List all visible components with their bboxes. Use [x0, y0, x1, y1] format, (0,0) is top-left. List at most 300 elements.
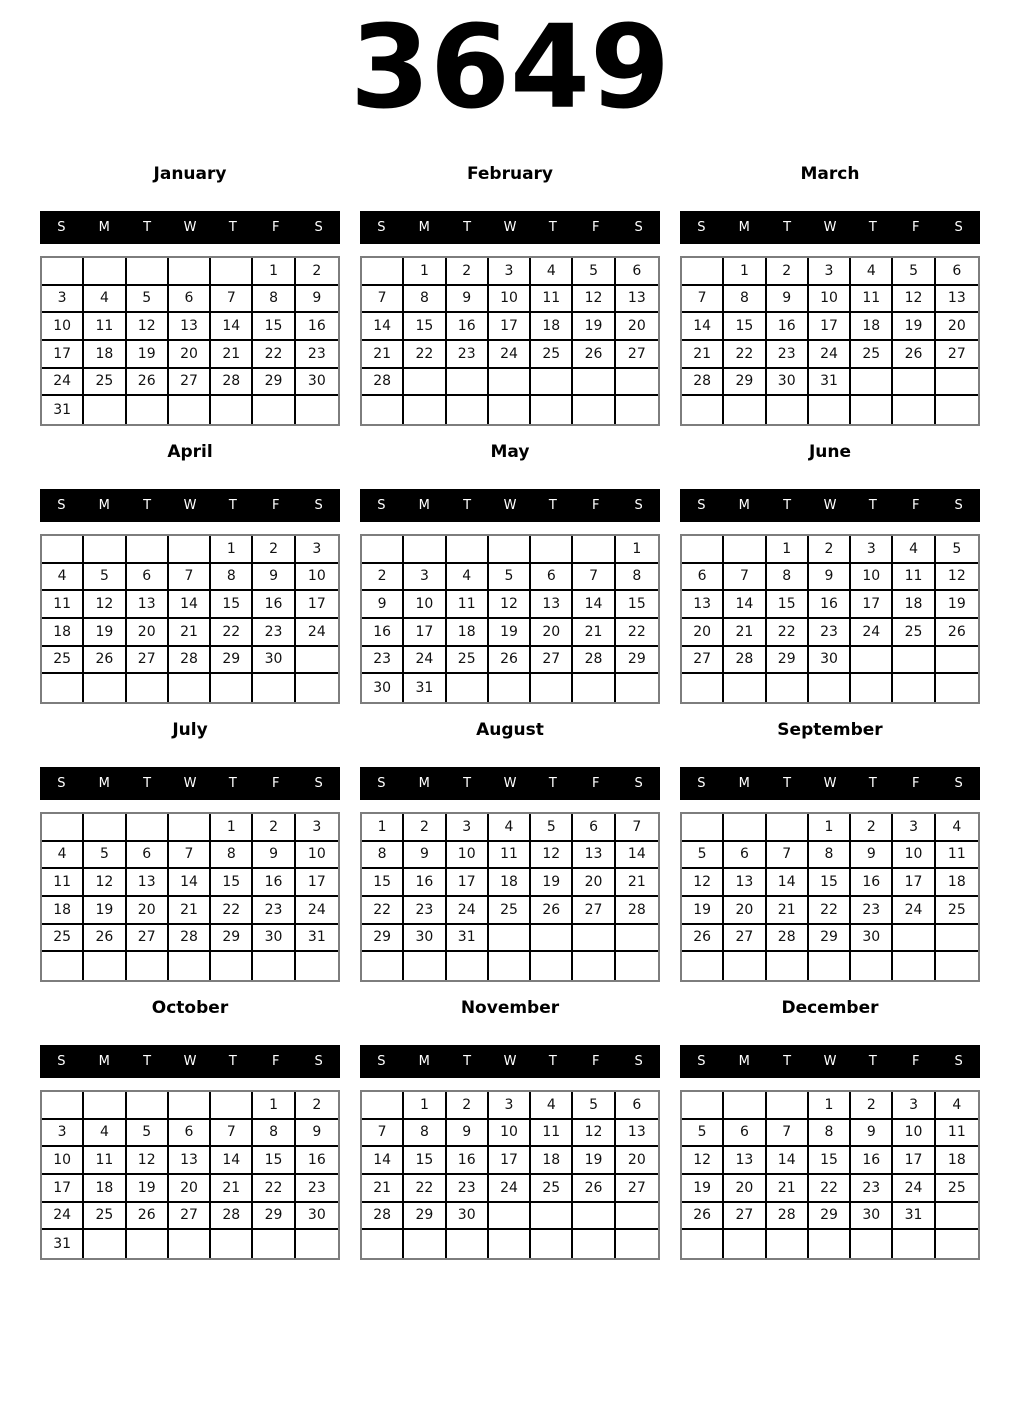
day-cell: 21: [682, 341, 724, 369]
weekday-header-bar: [680, 211, 980, 244]
day-cell: 22: [724, 341, 766, 369]
day-cell: 13: [573, 842, 615, 870]
day-cell: 6: [169, 1120, 211, 1148]
day-cell: 20: [936, 313, 978, 341]
day-cell: [169, 1230, 211, 1258]
day-cell: [767, 952, 809, 980]
day-cell: [84, 1230, 126, 1258]
weekday-letter: S: [634, 497, 643, 513]
day-cell: [809, 952, 851, 980]
day-cell: 23: [253, 897, 295, 925]
day-cell: 26: [573, 1175, 615, 1203]
day-cell: 21: [573, 619, 615, 647]
day-cell: 12: [573, 286, 615, 314]
day-cell: 20: [616, 1147, 658, 1175]
day-cell: 30: [767, 369, 809, 397]
day-cell: [127, 952, 169, 980]
day-cell: 12: [531, 842, 573, 870]
day-cell: 8: [211, 842, 253, 870]
weekday-letter: F: [271, 1053, 280, 1069]
day-cell: [893, 952, 935, 980]
day-cell: 24: [809, 341, 851, 369]
day-cell: 5: [573, 258, 615, 286]
day-cell: [127, 674, 169, 702]
day-cell: 6: [127, 842, 169, 870]
day-cell: [616, 674, 658, 702]
day-cell: 15: [404, 313, 446, 341]
day-cell: 5: [682, 1120, 724, 1148]
day-cell: 7: [767, 842, 809, 870]
day-cell: [767, 1230, 809, 1258]
weekday-letter: W: [503, 775, 517, 791]
day-cell: [809, 1230, 851, 1258]
day-cell: 9: [404, 842, 446, 870]
weekday-letter: S: [954, 219, 963, 235]
day-cell: 3: [809, 258, 851, 286]
day-cell: [531, 674, 573, 702]
day-cell: 28: [616, 897, 658, 925]
day-cell: [84, 1092, 126, 1120]
day-cell: [893, 396, 935, 424]
day-cell: 20: [616, 313, 658, 341]
day-cell: 15: [616, 591, 658, 619]
day-cell: 14: [573, 591, 615, 619]
day-cell: 23: [296, 1175, 338, 1203]
day-cell: 31: [42, 396, 84, 424]
day-cell: 25: [489, 897, 531, 925]
day-cell: 28: [573, 647, 615, 675]
day-cell: [211, 674, 253, 702]
day-cell: [211, 952, 253, 980]
weekday-letter: S: [954, 497, 963, 513]
day-cell: [851, 674, 893, 702]
day-cell: 5: [127, 286, 169, 314]
weekday-letter: S: [697, 219, 706, 235]
day-cell: [42, 258, 84, 286]
day-cell: [84, 396, 126, 424]
day-cell: 15: [211, 591, 253, 619]
day-cell: 22: [211, 619, 253, 647]
day-cell: 12: [893, 286, 935, 314]
day-cell: 22: [404, 1175, 446, 1203]
weekday-letter: M: [738, 497, 750, 513]
day-cell: [42, 952, 84, 980]
day-cell: 10: [296, 564, 338, 592]
day-cell: 2: [253, 814, 295, 842]
day-cell: 24: [489, 1175, 531, 1203]
day-cell: 12: [489, 591, 531, 619]
day-cell: 30: [253, 647, 295, 675]
day-cell: [447, 369, 489, 397]
day-cell: [767, 814, 809, 842]
day-cell: [573, 674, 615, 702]
day-cell: 10: [809, 286, 851, 314]
day-cell: 4: [84, 1120, 126, 1148]
day-cell: [531, 925, 573, 953]
weekday-letter: T: [548, 775, 557, 791]
weekday-header-bar: [40, 767, 340, 800]
day-cell: 25: [851, 341, 893, 369]
month-block: [40, 720, 340, 982]
day-cell: 11: [936, 1120, 978, 1148]
day-cell: 16: [296, 313, 338, 341]
day-cell: 12: [127, 313, 169, 341]
day-cell: 29: [767, 647, 809, 675]
day-cell: 19: [936, 591, 978, 619]
day-cell: 23: [767, 341, 809, 369]
day-cell: 19: [127, 341, 169, 369]
day-cell: 30: [447, 1203, 489, 1231]
day-cell: 23: [851, 897, 893, 925]
month-block: [680, 998, 980, 1260]
weekday-letter: F: [911, 497, 920, 513]
weekday-letter: F: [911, 775, 920, 791]
day-cell: [253, 952, 295, 980]
day-cell: 24: [851, 619, 893, 647]
weekday-letter: M: [738, 219, 750, 235]
day-cell: 3: [42, 1120, 84, 1148]
weekday-letter: T: [783, 219, 792, 235]
day-cell: [169, 814, 211, 842]
day-cell: 18: [936, 1147, 978, 1175]
day-cell: 31: [296, 925, 338, 953]
month-block: [40, 164, 340, 426]
day-cell: [531, 1203, 573, 1231]
day-cell: 28: [362, 1203, 404, 1231]
day-cell: 20: [724, 1175, 766, 1203]
day-cell: 5: [682, 842, 724, 870]
weekday-header-bar: [360, 211, 660, 244]
weekday-letter: S: [377, 497, 386, 513]
day-cell: 14: [362, 313, 404, 341]
day-cell: 16: [851, 869, 893, 897]
month-title: June: [808, 441, 852, 462]
month-block: [40, 442, 340, 704]
day-cell: [169, 952, 211, 980]
day-cell: 3: [404, 564, 446, 592]
day-cell: [531, 952, 573, 980]
weekday-letter: S: [377, 1053, 386, 1069]
day-cell: 14: [211, 313, 253, 341]
day-cell: [531, 536, 573, 564]
day-cell: 1: [211, 536, 253, 564]
day-cell: 22: [253, 341, 295, 369]
weekday-letter: T: [228, 775, 237, 791]
day-cell: 3: [296, 536, 338, 564]
day-cell: 8: [253, 1120, 295, 1148]
day-cell: 1: [616, 536, 658, 564]
month-title: March: [800, 163, 860, 184]
day-cell: 8: [809, 842, 851, 870]
month-block: [680, 164, 980, 426]
day-cell: [573, 952, 615, 980]
month-title: February: [466, 163, 554, 184]
weekday-letter: W: [823, 219, 837, 235]
day-cell: 2: [851, 1092, 893, 1120]
day-cell: [531, 1230, 573, 1258]
day-cell: 3: [42, 286, 84, 314]
weekday-letter: T: [783, 775, 792, 791]
day-cell: 16: [447, 313, 489, 341]
day-cell: [84, 814, 126, 842]
weekday-header-bar: [40, 1045, 340, 1078]
weekday-letter: F: [911, 219, 920, 235]
weekday-header-bar: [680, 767, 980, 800]
day-cell: [724, 536, 766, 564]
day-cell: 1: [724, 258, 766, 286]
day-cell: 23: [447, 1175, 489, 1203]
weekday-header-bar: [360, 767, 660, 800]
day-grid: [680, 812, 980, 982]
weekday-letter: M: [418, 219, 430, 235]
day-cell: 25: [42, 647, 84, 675]
day-cell: 9: [809, 564, 851, 592]
weekday-letter: T: [548, 219, 557, 235]
day-cell: 25: [531, 1175, 573, 1203]
day-cell: 19: [573, 313, 615, 341]
day-cell: 29: [809, 1203, 851, 1231]
weekday-letter: W: [503, 497, 517, 513]
day-cell: 30: [296, 1203, 338, 1231]
day-cell: [362, 1092, 404, 1120]
day-cell: 26: [682, 1203, 724, 1231]
weekday-letter: T: [228, 1053, 237, 1069]
day-cell: 20: [169, 1175, 211, 1203]
day-cell: 20: [169, 341, 211, 369]
day-cell: 31: [42, 1230, 84, 1258]
weekday-header-bar: [40, 211, 340, 244]
weekday-letter: T: [463, 219, 472, 235]
day-cell: [893, 674, 935, 702]
weekday-letter: S: [314, 775, 323, 791]
day-cell: 21: [767, 897, 809, 925]
day-cell: 19: [682, 897, 724, 925]
day-cell: 7: [767, 1120, 809, 1148]
day-cell: 11: [447, 591, 489, 619]
day-cell: 27: [169, 369, 211, 397]
day-cell: 9: [447, 286, 489, 314]
day-cell: 21: [211, 1175, 253, 1203]
day-cell: [362, 396, 404, 424]
weekday-letter: M: [98, 1053, 110, 1069]
day-cell: 18: [531, 1147, 573, 1175]
day-cell: [211, 396, 253, 424]
day-cell: [296, 674, 338, 702]
day-cell: [127, 536, 169, 564]
weekday-letter: T: [868, 775, 877, 791]
day-cell: 2: [362, 564, 404, 592]
day-cell: 11: [42, 591, 84, 619]
weekday-letter: T: [143, 219, 152, 235]
day-cell: 9: [767, 286, 809, 314]
day-cell: [447, 1230, 489, 1258]
day-cell: 26: [489, 647, 531, 675]
day-cell: 6: [936, 258, 978, 286]
day-cell: [851, 1230, 893, 1258]
day-cell: 8: [809, 1120, 851, 1148]
day-cell: 4: [42, 842, 84, 870]
day-cell: 10: [893, 842, 935, 870]
day-cell: 26: [682, 925, 724, 953]
day-cell: [296, 396, 338, 424]
day-cell: 21: [169, 619, 211, 647]
day-cell: 22: [809, 897, 851, 925]
weekday-letter: F: [271, 497, 280, 513]
day-cell: 27: [724, 1203, 766, 1231]
day-grid: [680, 1090, 980, 1260]
day-cell: 19: [127, 1175, 169, 1203]
day-cell: 17: [893, 869, 935, 897]
day-cell: 7: [211, 1120, 253, 1148]
day-cell: 12: [936, 564, 978, 592]
day-cell: [936, 647, 978, 675]
day-cell: 24: [893, 1175, 935, 1203]
weekday-letter: W: [183, 775, 197, 791]
day-cell: [682, 396, 724, 424]
day-cell: 21: [616, 869, 658, 897]
weekday-letter: T: [228, 497, 237, 513]
day-cell: [404, 952, 446, 980]
day-cell: 30: [362, 674, 404, 702]
day-cell: 11: [936, 842, 978, 870]
weekday-letter: T: [783, 1053, 792, 1069]
day-cell: [489, 674, 531, 702]
day-cell: 27: [127, 925, 169, 953]
day-cell: [296, 1230, 338, 1258]
day-cell: [42, 1092, 84, 1120]
day-cell: 6: [531, 564, 573, 592]
day-cell: [724, 674, 766, 702]
day-cell: 18: [84, 1175, 126, 1203]
day-cell: [682, 1092, 724, 1120]
day-cell: 11: [42, 869, 84, 897]
day-cell: 21: [211, 341, 253, 369]
day-cell: 28: [211, 1203, 253, 1231]
weekday-letter: F: [591, 219, 600, 235]
day-cell: 14: [767, 869, 809, 897]
day-cell: 17: [296, 869, 338, 897]
weekday-letter: S: [57, 219, 66, 235]
day-cell: 1: [362, 814, 404, 842]
day-cell: 6: [573, 814, 615, 842]
day-cell: 19: [893, 313, 935, 341]
day-cell: 16: [851, 1147, 893, 1175]
day-cell: [489, 1203, 531, 1231]
day-cell: 4: [447, 564, 489, 592]
day-cell: [616, 925, 658, 953]
weekday-letter: F: [591, 1053, 600, 1069]
day-cell: [84, 536, 126, 564]
day-cell: 8: [767, 564, 809, 592]
day-cell: 10: [42, 313, 84, 341]
day-cell: 12: [682, 869, 724, 897]
day-cell: 5: [531, 814, 573, 842]
day-cell: 6: [616, 258, 658, 286]
day-cell: 18: [42, 897, 84, 925]
day-cell: 13: [169, 313, 211, 341]
day-cell: [253, 396, 295, 424]
day-cell: 29: [253, 369, 295, 397]
day-cell: [682, 536, 724, 564]
day-cell: 29: [362, 925, 404, 953]
day-cell: 18: [42, 619, 84, 647]
day-cell: 3: [447, 814, 489, 842]
day-cell: 8: [616, 564, 658, 592]
day-cell: 11: [851, 286, 893, 314]
day-cell: 19: [531, 869, 573, 897]
day-cell: 20: [127, 897, 169, 925]
day-cell: 27: [127, 647, 169, 675]
day-cell: 26: [127, 1203, 169, 1231]
day-cell: [296, 952, 338, 980]
day-cell: 11: [531, 1120, 573, 1148]
day-cell: 14: [767, 1147, 809, 1175]
day-cell: 2: [447, 1092, 489, 1120]
weekday-letter: W: [183, 497, 197, 513]
weekday-letter: M: [418, 775, 430, 791]
month-title: April: [167, 441, 213, 462]
day-cell: 11: [531, 286, 573, 314]
weekday-header-bar: [680, 1045, 980, 1078]
weekday-letter: W: [823, 775, 837, 791]
day-cell: [573, 536, 615, 564]
day-cell: 13: [616, 1120, 658, 1148]
day-cell: 31: [404, 674, 446, 702]
weekday-letter: M: [418, 497, 430, 513]
day-cell: [616, 1230, 658, 1258]
day-cell: [127, 1230, 169, 1258]
day-grid: [360, 256, 660, 426]
day-cell: 24: [296, 897, 338, 925]
day-cell: 22: [809, 1175, 851, 1203]
day-cell: 2: [767, 258, 809, 286]
day-cell: 20: [531, 619, 573, 647]
day-cell: 21: [362, 1175, 404, 1203]
day-cell: [682, 814, 724, 842]
day-cell: 13: [127, 591, 169, 619]
weekday-letter: S: [634, 219, 643, 235]
day-cell: 8: [211, 564, 253, 592]
weekday-letter: S: [697, 775, 706, 791]
day-cell: 6: [724, 842, 766, 870]
weekday-letter: F: [911, 1053, 920, 1069]
weekday-letter: W: [503, 1053, 517, 1069]
day-cell: [127, 814, 169, 842]
day-grid: [360, 1090, 660, 1260]
day-cell: 10: [447, 842, 489, 870]
day-cell: 6: [616, 1092, 658, 1120]
day-cell: [893, 925, 935, 953]
weekday-letter: S: [314, 497, 323, 513]
day-cell: 12: [127, 1147, 169, 1175]
day-cell: [531, 396, 573, 424]
day-cell: [362, 536, 404, 564]
day-cell: 2: [296, 258, 338, 286]
day-cell: 19: [489, 619, 531, 647]
day-cell: [809, 674, 851, 702]
day-cell: 7: [682, 286, 724, 314]
day-cell: 15: [253, 1147, 295, 1175]
day-cell: [767, 396, 809, 424]
day-cell: 25: [84, 369, 126, 397]
day-cell: [362, 258, 404, 286]
month-block: [360, 998, 660, 1260]
day-cell: [84, 952, 126, 980]
day-cell: 9: [447, 1120, 489, 1148]
day-cell: [936, 925, 978, 953]
day-cell: 16: [809, 591, 851, 619]
day-cell: 10: [296, 842, 338, 870]
